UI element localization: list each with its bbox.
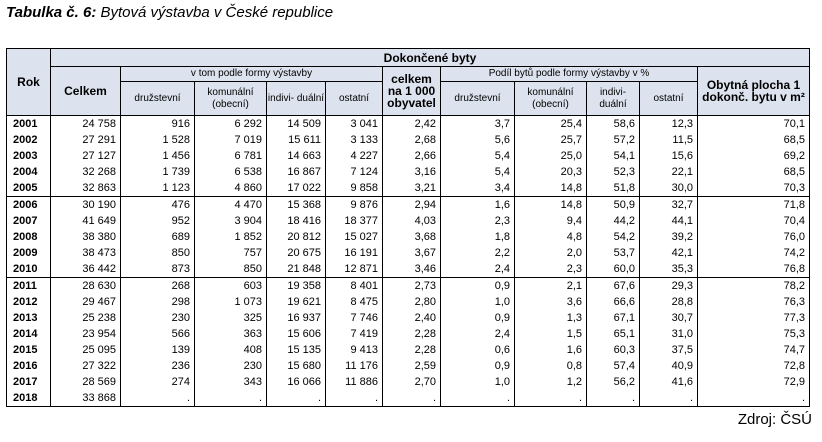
table-cell: 20,3 [515,164,587,180]
table-cell: 2,68 [383,132,441,148]
year-cell: 2014 [7,326,51,342]
year-cell: 2016 [7,358,51,374]
table-cell: 15,6 [640,148,698,164]
table-cell: 8 401 [326,278,383,295]
table-cell: 21 848 [267,261,326,278]
table-cell: 15 135 [267,342,326,358]
table-cell: 27 322 [51,358,121,374]
table-row [7,294,810,310]
table-cell: 5,4 [441,148,515,164]
table-cell: 25 095 [51,342,121,358]
table-cell: 1,0 [441,374,515,390]
table-cell: 15 611 [267,132,326,148]
table-row [7,148,810,164]
table-cell: 70,3 [698,180,810,197]
table-cell: 2,40 [383,310,441,326]
header-sub2-komunalni: komunální (obecní) [515,82,587,116]
table-cell: 54,1 [587,148,640,164]
table-cell: 689 [121,229,195,245]
table-cell: 38 380 [51,229,121,245]
table-cell: 72,9 [698,374,810,390]
table-row [7,374,810,390]
table-cell: 24 758 [51,116,121,133]
table-cell: 28 630 [51,278,121,295]
table-cell: 18 416 [267,213,326,229]
header-sub-ostatni: ostatní [326,82,383,116]
table-cell: 873 [121,261,195,278]
year-cell: 2001 [7,116,51,133]
table-cell: 1 739 [121,164,195,180]
table-cell: 11 886 [326,374,383,390]
table-cell: 72,8 [698,358,810,374]
table-cell: 56,2 [587,374,640,390]
housing-table [6,48,810,407]
table-cell: 18 377 [326,213,383,229]
table-cell: 0,9 [441,358,515,374]
table-cell: 15 680 [267,358,326,374]
table-cell: 78,2 [698,278,810,295]
table-cell: 28,8 [640,294,698,310]
table-row [7,229,810,245]
header-rok: Rok [7,49,51,116]
table-cell: 566 [121,326,195,342]
table-cell: . [121,390,195,407]
table-row [7,164,810,180]
table-cell: 57,4 [587,358,640,374]
table-cell: 31,0 [640,326,698,342]
table-cell: 12,3 [640,116,698,133]
table-cell: 11 176 [326,358,383,374]
table-cell: 0,6 [441,342,515,358]
table-cell: 3 133 [326,132,383,148]
table-cell: 51,8 [587,180,640,197]
table-cell: 0,8 [515,358,587,374]
table-cell: 1,6 [515,342,587,358]
table-cell: 3,21 [383,180,441,197]
table-cell: 230 [121,310,195,326]
year-cell: 2010 [7,261,51,278]
table-cell: 15 606 [267,326,326,342]
table-cell: 850 [195,261,267,278]
table-row [7,245,810,261]
table-cell: 3,67 [383,245,441,261]
year-cell: 2018 [7,390,51,407]
table-cell: 38 473 [51,245,121,261]
year-cell: 2003 [7,148,51,164]
table-cell: 325 [195,310,267,326]
table-cell: 68,5 [698,132,810,148]
table-cell: 30,0 [640,180,698,197]
table-cell: 70,4 [698,213,810,229]
table-cell: 14,8 [515,180,587,197]
table-cell: 7 746 [326,310,383,326]
table-cell: 7 124 [326,164,383,180]
table-cell: 3 041 [326,116,383,133]
table-cell: 15 027 [326,229,383,245]
table-row [7,358,810,374]
table-cell: 3,7 [441,116,515,133]
table-cell: 27 291 [51,132,121,148]
table-cell: 2,28 [383,326,441,342]
table-cell: 1 528 [121,132,195,148]
table-cell: 2,4 [441,261,515,278]
header-sub2-individualni: indivi- duální [587,82,640,116]
table-cell: 9,4 [515,213,587,229]
table-cell: . [441,390,515,407]
table-cell: 54,2 [587,229,640,245]
table-row [7,116,810,133]
table-cell: 2,3 [515,261,587,278]
table-cell: 1 073 [195,294,267,310]
table-cell: 2,28 [383,342,441,358]
table-cell: 15 368 [267,197,326,214]
table-cell: 69,2 [698,148,810,164]
table-cell: 298 [121,294,195,310]
table-cell: 27 127 [51,148,121,164]
table-cell: 850 [121,245,195,261]
table-cell: 2,0 [515,245,587,261]
table-cell: 3,16 [383,164,441,180]
table-cell: 16 937 [267,310,326,326]
table-cell: 5,4 [441,164,515,180]
table-cell: 14 509 [267,116,326,133]
table-cell: 60,3 [587,342,640,358]
header-sub2-druzstevni: družstevní [441,82,515,116]
table-cell: 33 868 [51,390,121,407]
table-cell: 68,5 [698,164,810,180]
table-cell: 236 [121,358,195,374]
table-cell: 74,7 [698,342,810,358]
table-cell: 57,2 [587,132,640,148]
table-cell: 67,1 [587,310,640,326]
table-cell: 4 470 [195,197,267,214]
table-cell: 60,0 [587,261,640,278]
table-cell: 75,3 [698,326,810,342]
table-cell: 343 [195,374,267,390]
table-cell: 25,7 [515,132,587,148]
table-cell: 14,8 [515,197,587,214]
table-cell: 37,5 [640,342,698,358]
table-cell: 40,9 [640,358,698,374]
table-row [7,132,810,148]
table-cell: 916 [121,116,195,133]
source-note: Zdroj: ČSÚ [737,411,812,428]
header-sub-druzstevni: družstevní [121,82,195,116]
table-cell: 20 812 [267,229,326,245]
table-row [7,197,810,214]
table-cell: 9 858 [326,180,383,197]
table-cell: 16 066 [267,374,326,390]
caption-label: Tabulka č. 6: [6,4,97,21]
header-podil: Podíl bytů podle formy výstavby v % [441,67,698,82]
year-cell: 2006 [7,197,51,214]
table-cell: 274 [121,374,195,390]
table-cell: 6 781 [195,148,267,164]
table-cell: 66,6 [587,294,640,310]
year-cell: 2004 [7,164,51,180]
table-row [7,278,810,295]
table-cell: 16 867 [267,164,326,180]
table-cell: 4,8 [515,229,587,245]
table-cell: 1,8 [441,229,515,245]
table-cell: 2,3 [441,213,515,229]
table-cell: 30 190 [51,197,121,214]
table-cell: 3,4 [441,180,515,197]
table-cell: 3,46 [383,261,441,278]
table-cell: 0,9 [441,310,515,326]
table-cell: 1,0 [441,294,515,310]
table-cell: 74,2 [698,245,810,261]
table-cell: 22,1 [640,164,698,180]
table-cell: 71,8 [698,197,810,214]
table-cell: . [587,390,640,407]
table-cell: 70,1 [698,116,810,133]
table-cell: 952 [121,213,195,229]
table-cell: 30,7 [640,310,698,326]
table-cell: 9 876 [326,197,383,214]
table-cell: . [698,390,810,407]
table-cell: 0,9 [441,278,515,295]
table-cell: 11,5 [640,132,698,148]
table-cell: 17 022 [267,180,326,197]
table-row [7,261,810,278]
table-cell: 2,80 [383,294,441,310]
header-sub-komunalni: komunální (obecní) [195,82,267,116]
table-cell: 32 268 [51,164,121,180]
table-cell: 2,94 [383,197,441,214]
table-cell: 53,7 [587,245,640,261]
table-body [7,116,810,407]
table-cell: 363 [195,326,267,342]
table-cell: 67,6 [587,278,640,295]
table-cell: 25,4 [515,116,587,133]
table-cell: 14 663 [267,148,326,164]
table-cell: 35,3 [640,261,698,278]
table-cell: 1,3 [515,310,587,326]
table-row [7,213,810,229]
table-cell: 25,0 [515,148,587,164]
table-row [7,390,810,407]
table-cell: 3 904 [195,213,267,229]
table-cell: 1,5 [515,326,587,342]
table-cell: 2,59 [383,358,441,374]
table-cell: 268 [121,278,195,295]
table-cell: 7 019 [195,132,267,148]
table-cell: 603 [195,278,267,295]
table-cell: . [326,390,383,407]
header-sub-individualni: indivi- duální [267,82,326,116]
table-cell: 42,1 [640,245,698,261]
table-cell: 52,3 [587,164,640,180]
table-cell: 50,9 [587,197,640,214]
table-cell: . [195,390,267,407]
table-cell: 9 413 [326,342,383,358]
table-cell: 7 419 [326,326,383,342]
table-cell: 19 358 [267,278,326,295]
table-cell: 23 954 [51,326,121,342]
table-cell: 28 569 [51,374,121,390]
table-cell: 3,68 [383,229,441,245]
table-cell: 76,3 [698,294,810,310]
table-cell: 3,6 [515,294,587,310]
table-cell: 4 227 [326,148,383,164]
table-cell: 1 123 [121,180,195,197]
year-cell: 2009 [7,245,51,261]
table-cell: 76,0 [698,229,810,245]
header-na1000: celkem na 1 000 obyvatel [383,67,441,116]
year-cell: 2012 [7,294,51,310]
year-cell: 2005 [7,180,51,197]
caption-text: Bytová výstavba v České republice [100,4,334,21]
year-cell: 2017 [7,374,51,390]
header-vtom: v tom podle formy výstavby [121,67,383,82]
table-cell: 2,73 [383,278,441,295]
table-cell: 25 238 [51,310,121,326]
table-row [7,342,810,358]
year-cell: 2015 [7,342,51,358]
year-cell: 2007 [7,213,51,229]
table-cell: 16 191 [326,245,383,261]
year-cell: 2008 [7,229,51,245]
table-caption [6,4,333,21]
table-cell: 4,03 [383,213,441,229]
table-cell: 2,66 [383,148,441,164]
table-cell: 1,2 [515,374,587,390]
table-cell: 41 649 [51,213,121,229]
table-cell: 32,7 [640,197,698,214]
table-cell: 20 675 [267,245,326,261]
table-cell: 77,3 [698,310,810,326]
table-cell: 230 [195,358,267,374]
year-cell: 2011 [7,278,51,295]
table-row [7,180,810,197]
table-cell: . [267,390,326,407]
header-plocha: Obytná plocha 1 dokonč. bytu v m² [698,67,810,116]
table-cell: 6 538 [195,164,267,180]
year-cell: 2013 [7,310,51,326]
table-cell: 2,2 [441,245,515,261]
table-cell: 19 621 [267,294,326,310]
header-sub2-ostatni: ostatní [640,82,698,116]
table-cell: 2,70 [383,374,441,390]
year-cell: 2002 [7,132,51,148]
table-cell: 29,3 [640,278,698,295]
table-cell: 1 852 [195,229,267,245]
table-cell: 6 292 [195,116,267,133]
table-cell: 44,1 [640,213,698,229]
table-cell: . [383,390,441,407]
table-cell: . [640,390,698,407]
table-row [7,326,810,342]
table-row [7,310,810,326]
table-cell: 476 [121,197,195,214]
table-cell: 4 860 [195,180,267,197]
table-cell: 408 [195,342,267,358]
table-cell: 29 467 [51,294,121,310]
table-cell: 41,6 [640,374,698,390]
table-cell: . [515,390,587,407]
table-cell: 5,6 [441,132,515,148]
table-cell: 2,42 [383,116,441,133]
table-cell: 58,6 [587,116,640,133]
header-celkem: Celkem [51,67,121,116]
table-cell: 1,6 [441,197,515,214]
table-cell: 2,1 [515,278,587,295]
table-cell: 44,2 [587,213,640,229]
table-cell: 32 863 [51,180,121,197]
table-cell: 65,1 [587,326,640,342]
table-cell: 12 871 [326,261,383,278]
table-cell: 757 [195,245,267,261]
table-cell: 139 [121,342,195,358]
table-cell: 39,2 [640,229,698,245]
header-dokoncene: Dokončené byty [51,49,810,67]
table-cell: 36 442 [51,261,121,278]
table-cell: 2,4 [441,326,515,342]
table-cell: 76,8 [698,261,810,278]
table-cell: 8 475 [326,294,383,310]
table-cell: 1 456 [121,148,195,164]
